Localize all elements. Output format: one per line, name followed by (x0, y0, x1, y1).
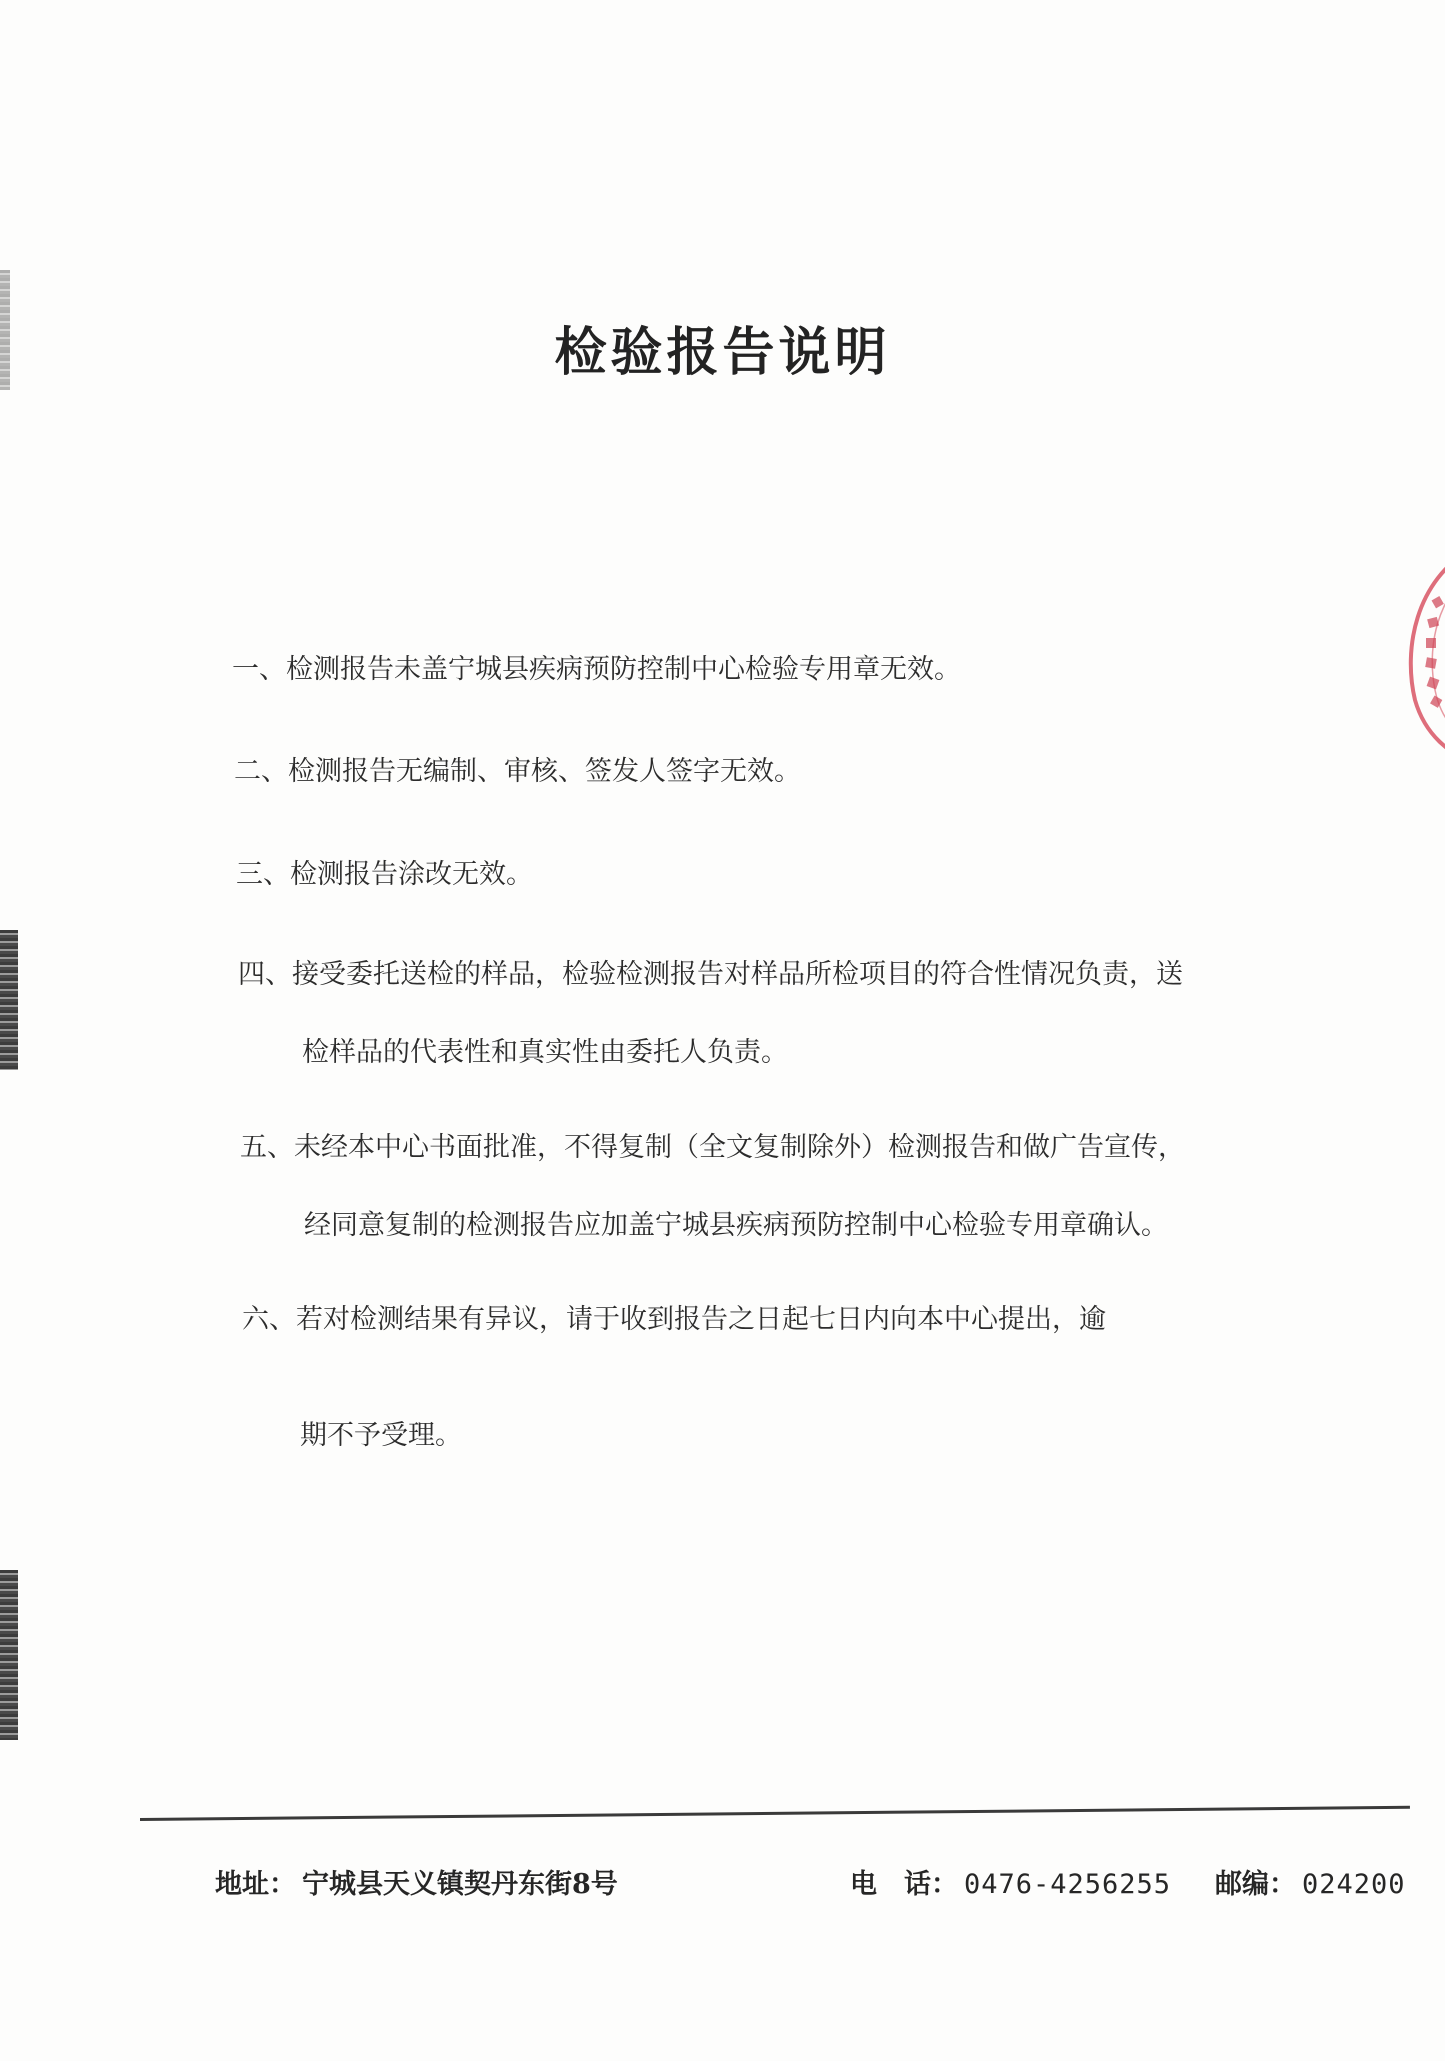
clause-continuation: 检样品的代表性和真实性由委托人负责。 (302, 1037, 788, 1068)
zip-value: 024200 (1302, 1869, 1406, 1900)
footer-address (215, 1862, 618, 1901)
clause-item (242, 1300, 1106, 1456)
address-value: 宁城县天义镇契丹东街8号 (302, 1869, 618, 1900)
footer-divider (140, 1806, 1410, 1821)
clause-item (238, 955, 1183, 1073)
clause-text: 五、未经本中心书面批准，不得复制（全文复制除外）检测报告和做广告宣传， (240, 1132, 1185, 1163)
footer-zip (1215, 1862, 1406, 1901)
clause-text: 三、检测报告涂改无效。 (236, 859, 533, 890)
phone-value: 0476-4256255 (964, 1869, 1172, 1900)
clause-text: 四、接受委托送检的样品，检验检测报告对样品所检项目的符合性情况负责，送 (238, 959, 1183, 990)
page-title: 检验报告说明 (554, 322, 891, 383)
clause-text: 六、若对检测结果有异议，请于收到报告之日起七日内向本中心提出，逾 (242, 1304, 1106, 1335)
clause-item (232, 650, 961, 690)
clause-item (234, 752, 801, 792)
clause-continuation: 经同意复制的检测报告应加盖宁城县疾病预防控制中心检验专用章确认。 (304, 1210, 1168, 1241)
zip-label: 邮编： (1215, 1869, 1296, 1900)
clause-text: 一、检测报告未盖宁城县疾病预防控制中心检验专用章无效。 (232, 654, 961, 685)
clause-item (236, 855, 533, 895)
footer-phone (850, 1862, 1171, 1901)
red-seal-stamp-icon (1395, 540, 1445, 770)
address-label: 地址： (215, 1869, 296, 1900)
clause-continuation: 期不予受理。 (300, 1420, 462, 1451)
phone-label: 电 话： (850, 1869, 958, 1900)
clause-text: 二、检测报告无编制、审核、签发人签字无效。 (234, 756, 801, 787)
scan-artifact (0, 930, 18, 1070)
scan-artifact (0, 1570, 18, 1740)
clause-item (240, 1128, 1185, 1246)
